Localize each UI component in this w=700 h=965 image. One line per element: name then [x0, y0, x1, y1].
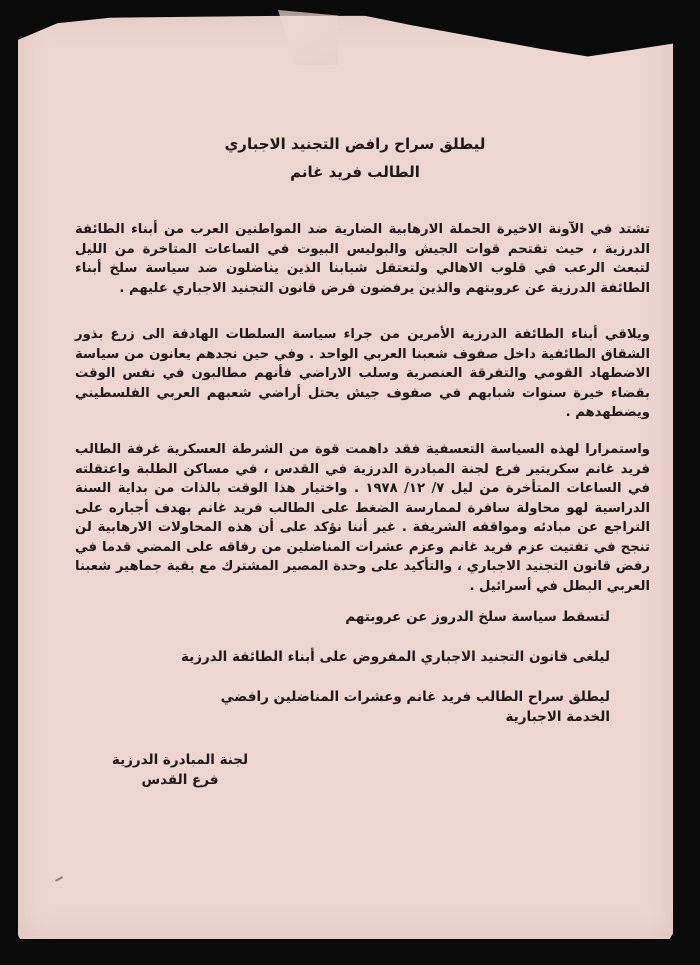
signature-branch: فرع القدس	[141, 772, 219, 788]
title-line-1: ليطلق سراح رافض التجنيد الاجباري	[224, 135, 486, 153]
signature-block	[105, 750, 255, 790]
title-line-2: الطالب فريد غانم	[290, 163, 420, 181]
paragraph-3: واستمرارا لهذه السياسة التعسفية فقد داهمت قوة من الشرطة العسكرية غرفة الطالب فريد غانم سكريتير فرع لجنة المبادرة الدرزية في القدس ، في مساكن الطلبة واعتقلته في الساعات المتأخرة من ليل ٧/ ١٢/ ١٩٧٨ . واختيار هذا الوقت بالذات من بداية السنة الدراسية لهو محاولة سافرة لممارسة الضغط على الطالب فريد غانم بهدف أجباره على التراجع عن مبادئه ومواقفه الشريفة . غير أننا نؤكد على أن هذه المحاولات الارهابية لن تنجح في تفتيت عزم فريد غانم وعزم عشرات المناضلين من رفاقه على المضي قدما في رفض قانون التجنيد الاجباري ، والتأكيد على وحدة المصير المشترك مع بقية جماهير شعبنا العربي البطل في أسرائيل .	[75, 442, 650, 594]
slogan-3: ليطلق سراح الطالب فريد غانم وعشرات المناضلين رافضي الخدمة الاجبارية	[220, 689, 610, 725]
document-content	[60, 130, 650, 788]
paragraph-1: تشتد في الآونة الاخيرة الحملة الارهابية الضارية ضد المواطنين العرب من أبناء الطائفة الدرزية ، حيث تقتحم قوات الجيش والبوليس البيوت في الساعات المتاخرة من الليل لتبعث الرعب في قلوب الاهالي ولتعتقل شبابنا الذين يناضلون ضد سياسة سلخ أبناء الطائفة الدرزية عن عروبتهم والذين يرفضون فرض قانون التجنيد الاجباري عليهم .	[75, 222, 650, 296]
paragraph-2: ويلاقي أبناء الطائفة الدرزية الأمرين من جراء سياسة السلطات الهادفة الى زرع بذور الشقاق الطائفية داخل صفوف شعبنا العربي الواحد . وفي حين نجدهم يعانون من سياسة الاضطهاد القومي والتفرقة العنصرية وسلب الاراضي فأنهم مطالبون في نفس الوقت بقضاء خيرة سنوات شبابهم في صفوف جيش يحتل أراضي شعبهم العربي الفلسطيني ويضطهدهم .	[75, 327, 650, 420]
slogan-1: لتسقط سياسة سلخ الدروز عن عروبتهم	[345, 609, 610, 625]
signature-committee: لجنة المبادرة الدرزية	[111, 752, 249, 768]
slogan-2: ليلغى قانون التجنيد الاجباري المفروض على أبناء الطائفة الدرزية	[181, 649, 610, 665]
